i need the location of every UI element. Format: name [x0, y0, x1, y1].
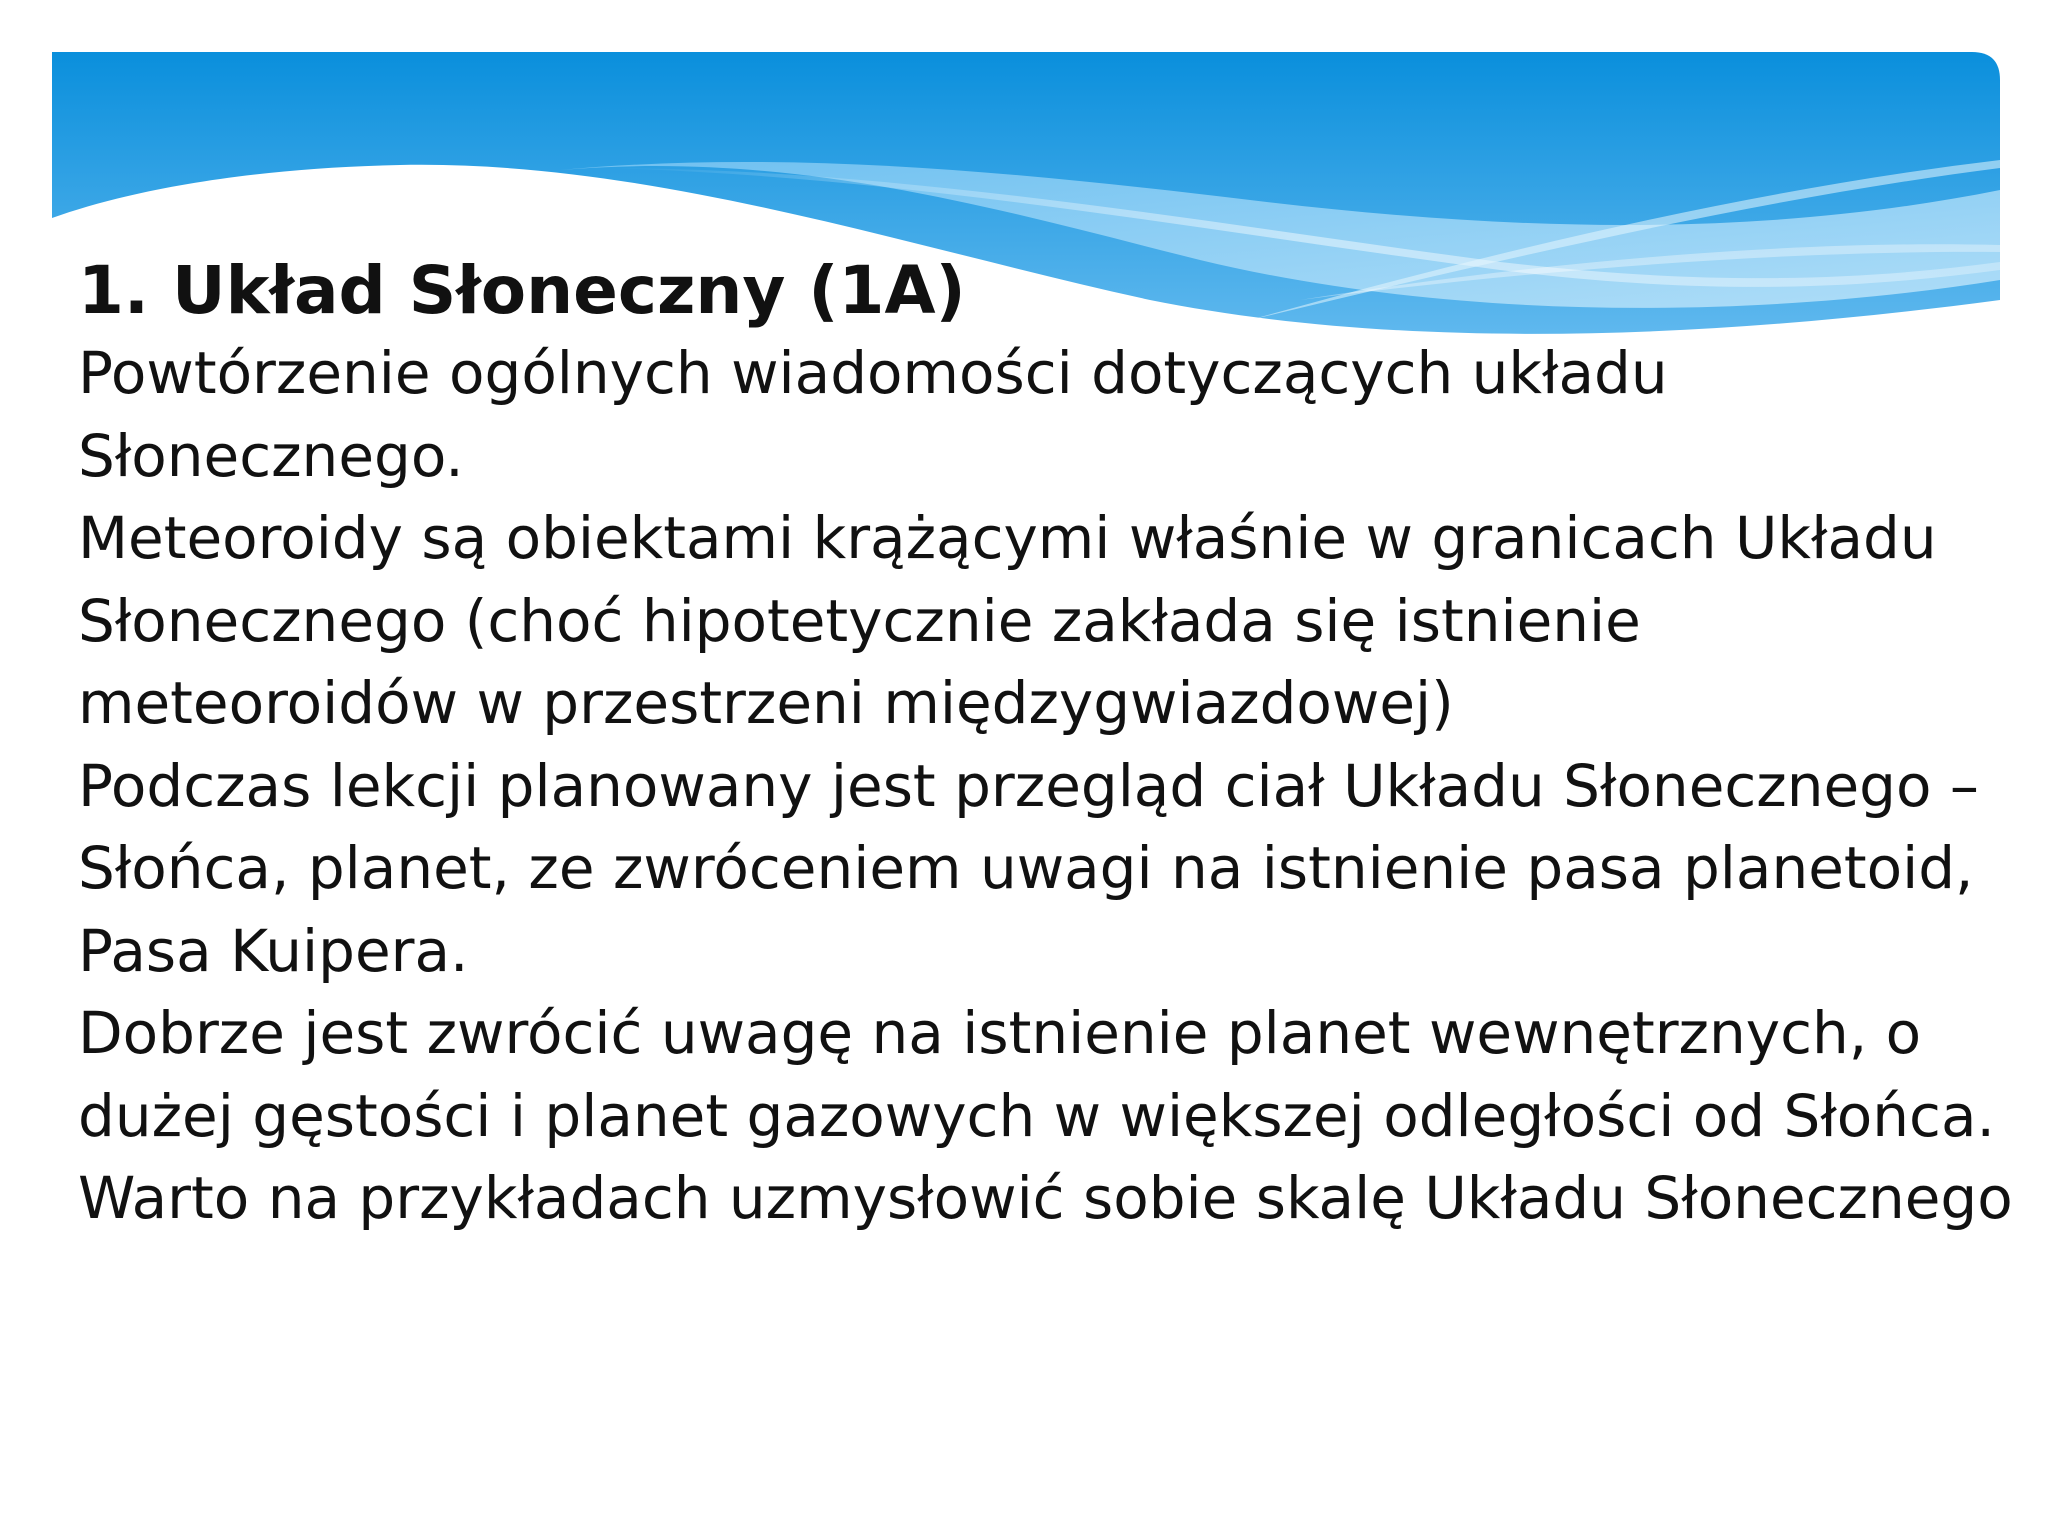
paragraph-meteoroids: Meteoroidy są obiektami krążącymi właśnie w granicach Układu Słonecznego (choć hipotetycznie zakłada się istnienie meteoroidów w przestrzeni międzygwiazdowej): [78, 504, 1937, 737]
paragraph-repetition: Powtórzenie ogólnych wiadomości dotyczących układu Słonecznego.: [78, 339, 1668, 490]
paragraph-lesson-overview: Podczas lekcji planowany jest przegląd ciał Układu Słonecznego – Słońca, planet, ze zwróceniem uwagi na istnienie pasa planetoid, Pasa Kuipera.: [78, 751, 1979, 985]
slide-title: 1. Układ Słoneczny (1A): [78, 252, 966, 329]
slide-content: [78, 250, 2018, 1240]
paragraph-scale: Warto na przykładach uzmysłowić sobie skalę Układu Słonecznego: [78, 1164, 2013, 1232]
paragraph-planet-types: Dobrze jest zwrócić uwagę na istnienie planet wewnętrznych, o dużej gęstości i planet gazowych w większej odległości od Słońca.: [78, 999, 1995, 1150]
